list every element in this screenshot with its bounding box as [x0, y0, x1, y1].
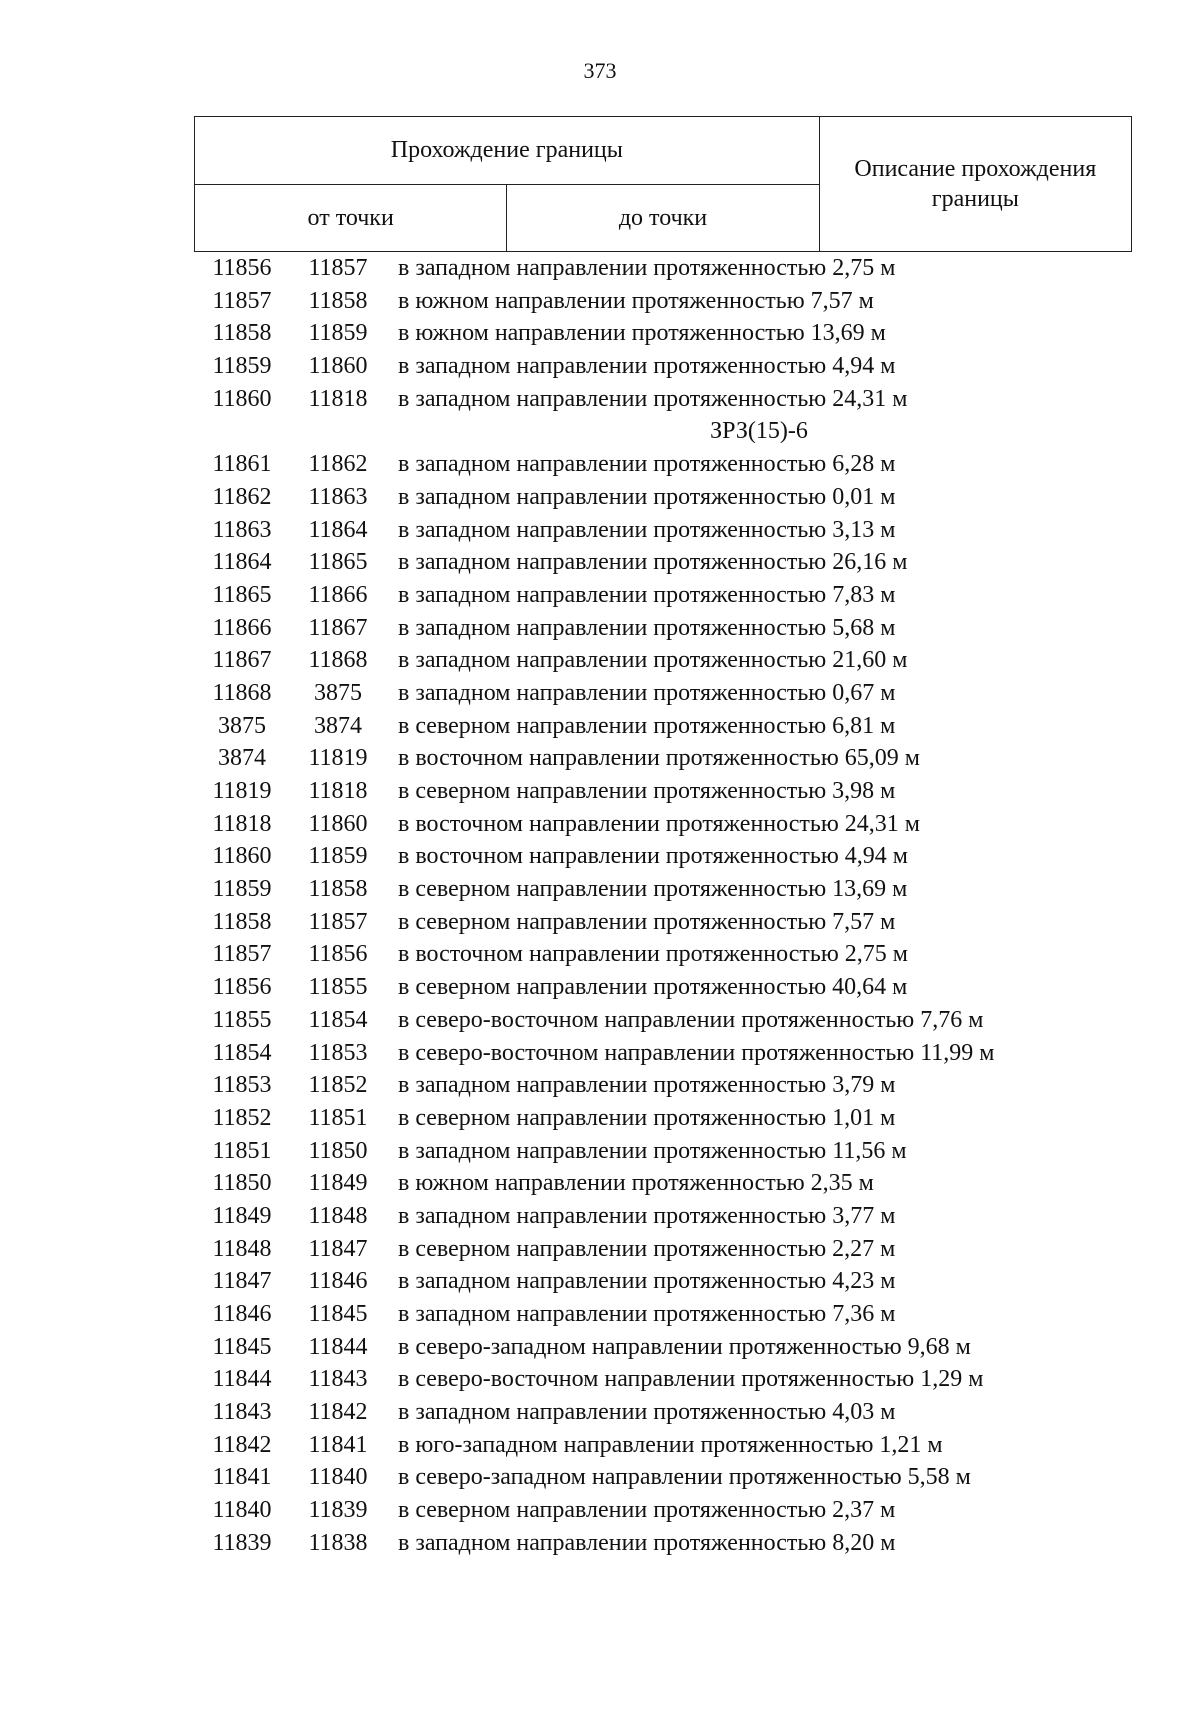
- table-row: [194, 1037, 1132, 1070]
- from-point-cell: 11864: [212, 549, 272, 576]
- description-cell: в западном направлении протяженностью 21,60 м: [398, 647, 908, 674]
- from-point-cell: 11850: [212, 1170, 272, 1197]
- description-cell: в восточном направлении протяженностью 4,94 м: [398, 843, 908, 870]
- from-point-cell: 11858: [212, 908, 272, 935]
- to-point-cell: 11862: [308, 451, 368, 478]
- to-point-cell: 11844: [308, 1333, 368, 1360]
- table-row: [194, 677, 1132, 710]
- from-point-cell: 11855: [212, 1006, 272, 1033]
- from-point-cell: 11846: [212, 1301, 272, 1327]
- from-point-cell: 11857: [212, 287, 272, 314]
- table-row: [194, 1396, 1132, 1429]
- from-point-cell: 11863: [212, 516, 272, 543]
- to-point-cell: 11857: [308, 908, 368, 935]
- description-cell: в северо-западном направлении протяженностью 5,58 м: [398, 1464, 971, 1491]
- header-boundary-passage: Прохождение границы: [195, 117, 820, 185]
- from-point-cell: 11859: [212, 353, 272, 380]
- description-cell: в западном направлении протяженностью 8,20 м: [398, 1529, 896, 1556]
- table-row: [194, 1429, 1132, 1462]
- from-point-cell: 11856: [212, 974, 272, 1001]
- description-cell: в западном направлении протяженностью 24,31 м: [398, 385, 908, 412]
- to-point-cell: 11845: [308, 1301, 368, 1327]
- table-row: [194, 514, 1132, 547]
- description-cell: в северном направлении протяженностью 7,57 м: [398, 908, 896, 935]
- to-point-cell: 11839: [308, 1497, 368, 1524]
- table-row: [194, 1363, 1132, 1396]
- description-cell: в восточном направлении протяженностью 65,09 м: [398, 745, 920, 772]
- from-point-cell: 11842: [212, 1431, 272, 1458]
- table-row: [194, 906, 1132, 939]
- header-from-point: от точки: [195, 184, 507, 252]
- table-row: [194, 1331, 1132, 1364]
- to-point-cell: 11842: [308, 1399, 368, 1426]
- table-row: [194, 383, 1132, 416]
- description-cell: в северном направлении протяженностью 2,27 м: [398, 1235, 896, 1262]
- table-row: [194, 1069, 1132, 1102]
- to-point-cell: 11846: [308, 1268, 368, 1295]
- from-point-cell: 11852: [212, 1104, 272, 1131]
- to-point-cell: 11859: [308, 843, 368, 870]
- header-to-point: до точки: [507, 184, 819, 252]
- description-cell: в северном направлении протяженностью 6,81 м: [398, 712, 896, 739]
- description-cell: в южном направлении протяженностью 2,35 м: [398, 1170, 874, 1197]
- to-point-cell: 11838: [308, 1529, 368, 1556]
- table-row: [194, 1461, 1132, 1494]
- from-point-cell: 11839: [212, 1529, 272, 1556]
- description-cell: в западном направлении протяженностью 7,36 м: [398, 1301, 896, 1327]
- to-point-cell: 11857: [308, 255, 368, 281]
- table-row: [194, 350, 1132, 383]
- table-row: [194, 317, 1132, 350]
- description-cell: в северном направлении протяженностью 40,64 м: [398, 974, 908, 1001]
- from-point-cell: 11818: [212, 810, 272, 837]
- from-point-cell: 11866: [212, 614, 272, 641]
- from-point-cell: 11858: [212, 320, 272, 347]
- to-point-cell: 11864: [308, 516, 368, 543]
- to-point-cell: 11854: [308, 1006, 368, 1033]
- table-row: [194, 710, 1132, 743]
- description-cell: в северном направлении протяженностью 3,98 м: [398, 778, 896, 804]
- from-point-cell: 3875: [218, 712, 266, 739]
- to-point-cell: 11865: [308, 549, 368, 576]
- to-point-cell: 11866: [308, 581, 368, 608]
- from-point-cell: 11865: [212, 581, 272, 608]
- description-cell: в западном направлении протяженностью 0,67 м: [398, 679, 896, 706]
- description-cell: в северном направлении протяженностью 13,69 м: [398, 876, 908, 903]
- table-row: [194, 644, 1132, 677]
- from-point-cell: 11868: [212, 679, 272, 706]
- description-cell: в южном направлении протяженностью 13,69 м: [398, 320, 886, 347]
- to-point-cell: 11848: [308, 1202, 368, 1229]
- description-cell: в западном направлении протяженностью 0,01 м: [398, 483, 896, 510]
- description-cell: в западном направлении протяженностью 3,77 м: [398, 1202, 896, 1229]
- from-point-cell: 11856: [212, 255, 272, 281]
- from-point-cell: 11819: [212, 778, 272, 804]
- table-row: [194, 1135, 1132, 1168]
- table-row: [194, 1527, 1132, 1560]
- table-row: [194, 579, 1132, 612]
- description-cell: в восточном направлении протяженностью 24,31 м: [398, 810, 920, 837]
- from-point-cell: 11867: [212, 647, 272, 674]
- table-row: [194, 285, 1132, 318]
- from-point-cell: 11849: [212, 1202, 272, 1229]
- table-row: [194, 971, 1132, 1004]
- to-point-cell: 11851: [308, 1104, 368, 1131]
- table-body: [194, 252, 1132, 1560]
- rows-after-section: [194, 448, 1132, 1559]
- table-row: [194, 808, 1132, 841]
- from-point-cell: 11844: [212, 1366, 272, 1393]
- table-row: [194, 1265, 1132, 1298]
- to-point-cell: 11841: [308, 1431, 368, 1458]
- rows-before-section: [194, 252, 1132, 415]
- to-point-cell: 11818: [308, 385, 368, 412]
- from-point-cell: 11861: [212, 451, 272, 478]
- to-point-cell: 11859: [308, 320, 368, 347]
- description-cell: в южном направлении протяженностью 7,57 м: [398, 287, 874, 314]
- description-cell: в западном направлении протяженностью 3,79 м: [398, 1072, 896, 1099]
- description-cell: в западном направлении протяженностью 3,13 м: [398, 516, 896, 543]
- table-header: [194, 116, 1132, 252]
- table-row: [194, 1102, 1132, 1135]
- to-point-cell: 11858: [308, 287, 368, 314]
- from-point-cell: 11860: [212, 843, 272, 870]
- description-cell: в западном направлении протяженностью 4,03 м: [398, 1399, 896, 1426]
- table-row: [194, 481, 1132, 514]
- to-point-cell: 11855: [308, 974, 368, 1001]
- from-point-cell: 11845: [212, 1333, 272, 1360]
- to-point-cell: 11856: [308, 941, 368, 968]
- from-point-cell: 11841: [212, 1464, 272, 1491]
- from-point-cell: 11862: [212, 483, 272, 510]
- table-row: [194, 612, 1132, 645]
- from-point-cell: 11840: [212, 1497, 272, 1524]
- from-point-cell: 3874: [218, 745, 266, 772]
- page-number: 373: [583, 58, 617, 83]
- section-title: ЗРЗ(15)-6: [710, 418, 808, 445]
- table-row: [194, 546, 1132, 579]
- description-cell: в западном направлении протяженностью 4,23 м: [398, 1268, 896, 1295]
- description-cell: в западном направлении протяженностью 26,16 м: [398, 549, 908, 576]
- description-cell: в северном направлении протяженностью 2,37 м: [398, 1497, 896, 1524]
- header-description: Описание прохождения границы: [819, 117, 1131, 252]
- to-point-cell: 11858: [308, 876, 368, 903]
- table-row: [194, 1200, 1132, 1233]
- from-point-cell: 11854: [212, 1039, 272, 1066]
- description-cell: в восточном направлении протяженностью 2,75 м: [398, 941, 908, 968]
- to-point-cell: 11863: [308, 483, 368, 510]
- from-point-cell: 11853: [212, 1072, 272, 1099]
- to-point-cell: 11868: [308, 647, 368, 674]
- to-point-cell: 11860: [308, 353, 368, 380]
- table-row: [194, 938, 1132, 971]
- to-point-cell: 11853: [308, 1039, 368, 1066]
- to-point-cell: 3874: [314, 712, 362, 739]
- to-point-cell: 11852: [308, 1072, 368, 1099]
- to-point-cell: 11840: [308, 1464, 368, 1491]
- description-cell: в западном направлении протяженностью 4,94 м: [398, 353, 896, 380]
- description-cell: в юго-западном направлении протяженностью 1,21 м: [398, 1431, 943, 1458]
- from-point-cell: 11848: [212, 1235, 272, 1262]
- to-point-cell: 11843: [308, 1366, 368, 1393]
- description-cell: в западном направлении протяженностью 5,68 м: [398, 614, 896, 641]
- description-cell: в северо-западном направлении протяженностью 9,68 м: [398, 1333, 971, 1360]
- table-row: [194, 873, 1132, 906]
- description-cell: в северо-восточном направлении протяженностью 7,76 м: [398, 1006, 984, 1033]
- to-point-cell: 11850: [308, 1137, 368, 1164]
- to-point-cell: 11818: [308, 778, 368, 804]
- table-row: [194, 840, 1132, 873]
- to-point-cell: 3875: [314, 679, 362, 706]
- table-row: [194, 775, 1132, 808]
- table-row: [194, 742, 1132, 775]
- description-cell: в западном направлении протяженностью 2,75 м: [398, 255, 896, 281]
- description-cell: в западном направлении протяженностью 7,83 м: [398, 581, 896, 608]
- to-point-cell: 11849: [308, 1170, 368, 1197]
- from-point-cell: 11860: [212, 385, 272, 412]
- description-cell: в северо-восточном направлении протяженностью 11,99 м: [398, 1039, 995, 1066]
- from-point-cell: 11857: [212, 941, 272, 968]
- table-row: [194, 1233, 1132, 1266]
- from-point-cell: 11847: [212, 1268, 272, 1295]
- to-point-cell: 11819: [308, 745, 368, 772]
- from-point-cell: 11843: [212, 1399, 272, 1426]
- from-point-cell: 11851: [212, 1137, 272, 1164]
- table-row: [194, 1167, 1132, 1200]
- table-row: [194, 252, 1132, 285]
- table-row: [194, 1494, 1132, 1527]
- description-cell: в западном направлении протяженностью 11,56 м: [398, 1137, 907, 1164]
- to-point-cell: 11860: [308, 810, 368, 837]
- table-row: [194, 448, 1132, 481]
- to-point-cell: 11867: [308, 614, 368, 641]
- table-row: [194, 1004, 1132, 1037]
- to-point-cell: 11847: [308, 1235, 368, 1262]
- description-cell: в северном направлении протяженностью 1,01 м: [398, 1104, 896, 1131]
- description-cell: в северо-восточном направлении протяженностью 1,29 м: [398, 1366, 984, 1393]
- from-point-cell: 11859: [212, 876, 272, 903]
- table-row: [194, 1298, 1132, 1331]
- description-cell: в западном направлении протяженностью 6,28 м: [398, 451, 896, 478]
